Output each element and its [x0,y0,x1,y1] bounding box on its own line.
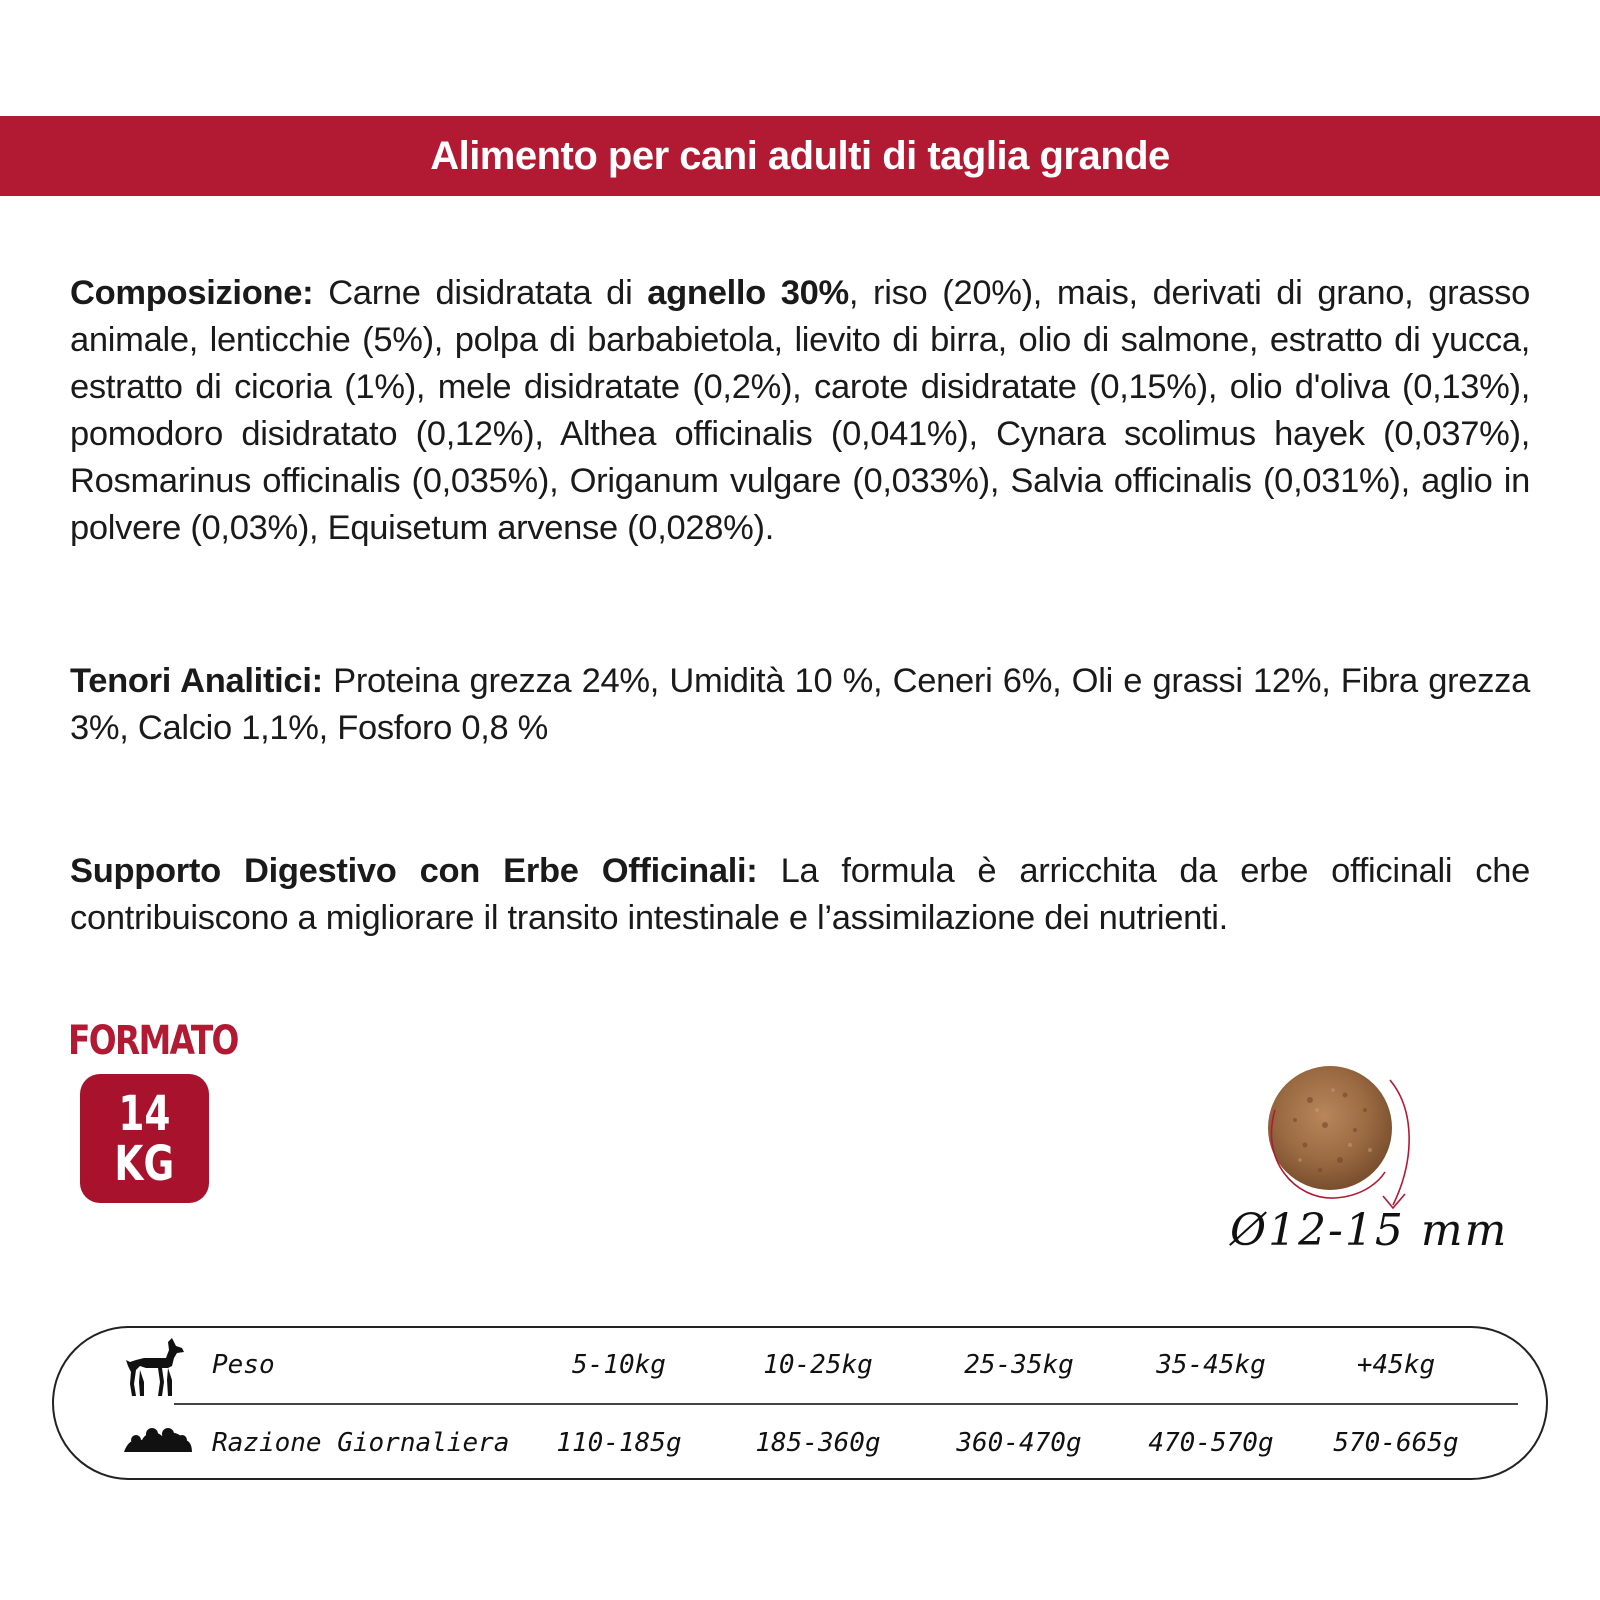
analytical-paragraph [70,658,1530,752]
page-title: Alimento per cani adulti di taglia grande [430,133,1170,178]
ration-cell: 185-360g [755,1428,881,1458]
ration-row [54,1414,1546,1474]
ration-cell: 110-185g [556,1428,682,1458]
format-unit: KG [114,1135,175,1192]
analytical-label: Tenori Analitici: [70,662,323,700]
format-value: 14 [118,1085,171,1142]
composition-label: Composizione: [70,274,314,312]
composition-text-start: Carne disidratata di [328,274,633,312]
ration-row-label: Razione Giornaliera [212,1428,510,1458]
weight-cell: 25-35kg [964,1350,1074,1380]
ration-cell: 360-470g [956,1428,1082,1458]
weight-row [54,1336,1546,1396]
composition-paragraph [70,270,1530,552]
kibble-image [1255,1050,1425,1220]
ration-cell: 570-665g [1333,1428,1459,1458]
composition-highlight: agnello 30% [647,274,849,312]
dog-silhouette-icon [122,1336,194,1398]
header-banner [0,116,1600,196]
analytical-text: Proteina grezza 24%, Umidità 10 %, Ceneri 6%, Oli e grassi 12%, Fibra grezza 3%, Calcio 1,1%, Fosforo 0,8 % [70,662,1530,747]
weight-cell: 10-25kg [763,1350,873,1380]
digestive-support-paragraph [70,848,1530,942]
table-divider [174,1403,1518,1405]
kibble-size-label: Ø12-15 mm [1230,1205,1509,1256]
weight-row-label: Peso [212,1350,275,1380]
ration-table [52,1326,1548,1480]
weight-cell: 35-45kg [1156,1350,1266,1380]
format-badge [80,1074,209,1203]
weight-cell: 5-10kg [572,1350,666,1380]
food-pile-icon [122,1414,194,1476]
format-label: FORMATO [68,1018,238,1064]
composition-text-rest: , riso (20%), mais, derivati di grano, grasso animale, lenticchie (5%), polpa di barbabietola, lievito di birra, olio di salmone, estratto di yucca, estratto di cicoria (1%), mele disidratate (0,2%), carote disidratate (0,15%), olio d'oliva (0,13%), pomodoro disidratato (0,12%), Althea officinalis (0,041%), Cynara scolimus hayek (0,037%), Rosmarinus officinalis (0,035%), Origanum vulgare (0,033%), Salvia officinalis (0,031%), aglio in polvere (0,03%), Equisetum arvense (0,028%). [70,274,1530,547]
digestive-support-label: Supporto Digestivo con Erbe Officinali: [70,852,758,890]
ration-cell: 470-570g [1148,1428,1274,1458]
weight-cell: +45kg [1356,1350,1436,1380]
digestive-support-text: La formula è arricchita da erbe officinali che contribuiscono a migliorare il transito intestinale e l’assimilazione dei nutrienti. [70,852,1530,937]
